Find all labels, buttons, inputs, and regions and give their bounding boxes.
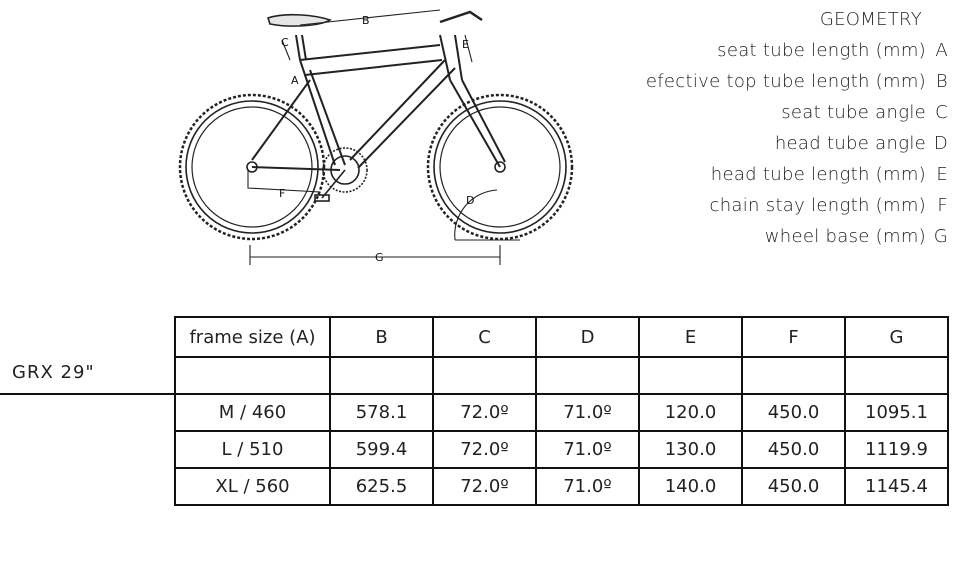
table-cell: 599.4 <box>330 431 433 468</box>
diagram-label-c: C <box>281 36 289 49</box>
table-row <box>175 431 948 468</box>
legend-item-letter: G <box>933 226 948 247</box>
diagram-label-d: D <box>466 194 475 207</box>
table-cell: 1095.1 <box>845 394 948 431</box>
legend-item <box>646 97 948 128</box>
table-cell: 120.0 <box>639 394 742 431</box>
diagram-label-e: E <box>462 38 469 51</box>
table-cell: 71.0º <box>536 431 639 468</box>
legend-item-label: head tube length (mm) <box>710 164 926 185</box>
table-row <box>175 468 948 505</box>
saddle <box>268 15 330 26</box>
table-cell <box>433 357 536 394</box>
legend-title: GEOMETRY <box>819 9 922 30</box>
legend-item <box>646 66 948 97</box>
table-cell: 72.0º <box>433 468 536 505</box>
legend-item-letter: D <box>933 133 948 154</box>
diagram-label-b: B <box>362 14 370 27</box>
legend-item-letter: B <box>935 71 948 92</box>
table-cell: 140.0 <box>639 468 742 505</box>
header-f: F <box>742 317 845 357</box>
legend-item-letter: A <box>935 40 948 61</box>
legend-item-label: chain stay length (mm) <box>709 195 926 216</box>
model-name: GRX 29" <box>12 362 95 383</box>
table-cell: 450.0 <box>742 394 845 431</box>
table-cell: 71.0º <box>536 394 639 431</box>
model-divider <box>0 393 176 395</box>
table-row <box>175 394 948 431</box>
header-c: C <box>433 317 536 357</box>
table-cell: XL / 560 <box>175 468 330 505</box>
legend-item <box>646 221 948 252</box>
table-cell: 578.1 <box>330 394 433 431</box>
table-cell: 450.0 <box>742 431 845 468</box>
diagram-label-a: A <box>291 74 299 87</box>
table-cell <box>639 357 742 394</box>
handlebar <box>440 12 482 22</box>
table-cell <box>330 357 433 394</box>
legend-item-label: wheel base (mm) <box>764 226 926 247</box>
header-frame-size: frame size (A) <box>175 317 330 357</box>
legend-item-label: seat tube angle <box>781 102 926 123</box>
header-e: E <box>639 317 742 357</box>
table-cell: L / 510 <box>175 431 330 468</box>
table-cell: 450.0 <box>742 468 845 505</box>
table-cell: 1119.9 <box>845 431 948 468</box>
table-cell <box>845 357 948 394</box>
table-cell: 130.0 <box>639 431 742 468</box>
table-header-row <box>175 317 948 357</box>
legend-item-label: seat tube length (mm) <box>717 40 926 61</box>
bike-geometry-diagram <box>170 0 590 270</box>
legend-item-letter: C <box>935 102 948 123</box>
table-cell: 72.0º <box>433 431 536 468</box>
legend-item-label: efective top tube length (mm) <box>645 71 926 92</box>
diagram-label-f: F <box>279 187 286 200</box>
table-cell <box>175 357 330 394</box>
dimension-lines <box>248 10 520 265</box>
legend-item <box>646 35 948 66</box>
legend-item-letter: F <box>937 195 948 216</box>
table-cell <box>742 357 845 394</box>
header-g: G <box>845 317 948 357</box>
legend-item <box>646 159 948 190</box>
legend-item <box>646 190 948 221</box>
table-cell: M / 460 <box>175 394 330 431</box>
legend-item-label: head tube angle <box>774 133 926 154</box>
header-b: B <box>330 317 433 357</box>
table-cell: 71.0º <box>536 468 639 505</box>
bike-frame <box>252 35 505 170</box>
geometry-table <box>174 316 949 506</box>
diagram-label-g: G <box>375 251 384 264</box>
geometry-legend <box>646 4 948 252</box>
legend-item-letter: E <box>936 164 948 185</box>
table-cell <box>536 357 639 394</box>
legend-item <box>646 128 948 159</box>
table-cell: 72.0º <box>433 394 536 431</box>
table-cell: 1145.4 <box>845 468 948 505</box>
table-row <box>175 357 948 394</box>
header-d: D <box>536 317 639 357</box>
table-cell: 625.5 <box>330 468 433 505</box>
